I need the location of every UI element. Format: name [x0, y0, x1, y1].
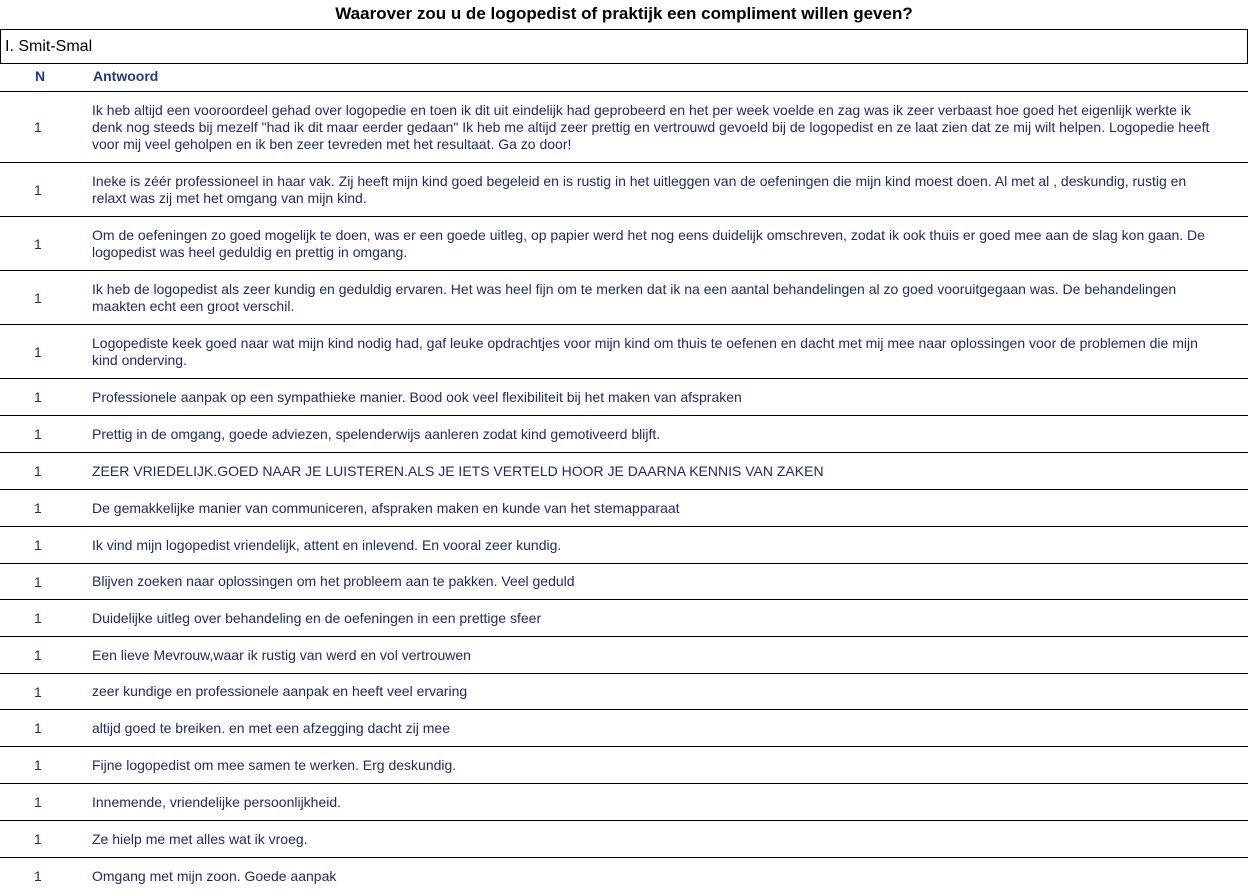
- table-row: [0, 710, 1248, 747]
- table-row: [0, 674, 1248, 710]
- table-row: [0, 821, 1248, 858]
- row-answer: Ik heb altijd een vooroordeel gehad over logopedie en toen ik dit uit eindelijk had geprobeerd en het per week voelde en zag was ik zeer verbaast hoe goed het eigenlijk werkte ik denk nog steeds bij mezelf "had ik dit maar eerder gedaan" Ik heb me altijd zeer prettig en vertrouwd gevoeld bij de logopedist en ze laat zien dat ze mij wilt helpen. Logopedie heeft voor mij veel geholpen en ik ben zeer tevreden met het resultaat. Ga zo door!: [92, 101, 1210, 152]
- row-count: 1: [34, 573, 42, 590]
- answers-table: [0, 64, 1248, 894]
- table-row: [0, 637, 1248, 674]
- row-count: 1: [34, 181, 42, 198]
- table-row: [0, 92, 1248, 163]
- practitioner-name: I. Smit-Smal: [5, 38, 93, 55]
- row-count: 1: [34, 389, 42, 405]
- row-answer: Omgang met mijn zoon. Goede aanpak: [92, 867, 337, 884]
- row-answer: Ineke is zéér professioneel in haar vak. Zij heeft mijn kind goed begeleid en is rustig in het uitleggen van de oefeningen die mijn kind moest doen. Al met al , deskundig, rustig en relaxt was zij met het omgang van mijn kind.: [92, 172, 1187, 206]
- table-row: [0, 217, 1248, 271]
- practitioner-header: [0, 29, 1248, 64]
- row-count: 1: [34, 537, 42, 553]
- row-answer: Een lieve Mevrouw,waar ik rustig van werd en vol vertrouwen: [92, 646, 471, 663]
- row-answer: Prettig in de omgang, goede adviezen, spelenderwijs aanleren zodat kind gemotiveerd blijft.: [92, 425, 661, 442]
- column-header-answer: Antwoord: [93, 68, 159, 84]
- row-count: 1: [34, 343, 42, 360]
- row-answer: Ik vind mijn logopedist vriendelijk, attent en inlevend. En vooral zeer kundig.: [92, 536, 562, 553]
- row-count: 1: [34, 868, 42, 884]
- row-answer: Professionele aanpak op een sympathieke manier. Bood ook veel flexibiliteit bij het maken van afspraken: [92, 388, 742, 405]
- row-count: 1: [34, 235, 42, 252]
- table-row: [0, 564, 1248, 600]
- table-row: [0, 527, 1248, 564]
- table-row: [0, 453, 1248, 490]
- row-answer: Ik heb de logopedist als zeer kundig en geduldig ervaren. Het was heel fijn om te merken dat ik na een aantal behandelingen al zo goed vooruitgegaan was. De behandelingen maakten echt een groot verschil.: [92, 280, 1177, 314]
- row-answer: Innemende, vriendelijke persoonlijkheid.: [92, 793, 342, 810]
- table-header: [0, 64, 1248, 92]
- row-count: 1: [34, 289, 42, 306]
- row-answer: altijd goed te breiken. en met een afzegging dacht zij mee: [92, 719, 451, 736]
- table-row: [0, 490, 1248, 527]
- row-count: 1: [34, 720, 42, 736]
- table-row: [0, 325, 1248, 379]
- row-answer: Fijne logopedist om mee samen te werken. Erg deskundig.: [92, 756, 457, 773]
- page-title: Waarover zou u de logopedist of praktijk een compliment willen geven?: [335, 4, 913, 23]
- table-row: [0, 600, 1248, 637]
- table-row: [0, 271, 1248, 325]
- column-header-n: N: [35, 68, 46, 84]
- row-count: 1: [34, 500, 42, 516]
- row-answer: Logopediste keek goed naar wat mijn kind nodig had, gaf leuke opdrachtjes voor mijn kind om thuis te oefenen en dacht met mij mee naar oplossingen voor de problemen die mijn kind onderving.: [92, 334, 1198, 368]
- row-count: 1: [34, 610, 42, 626]
- table-row: [0, 784, 1248, 821]
- table-row: [0, 379, 1248, 416]
- row-answer: Ze hielp me met alles wat ik vroeg.: [92, 830, 308, 847]
- row-count: 1: [34, 426, 42, 442]
- row-count: 1: [34, 831, 42, 847]
- row-answer: Blijven zoeken naar oplossingen om het probleem aan te pakken. Veel geduld: [92, 573, 575, 589]
- row-answer: ZEER VRIEDELIJK.GOED NAAR JE LUISTEREN.ALS JE IETS VERTELD HOOR JE DAARNA KENNIS VAN ZAKEN: [92, 462, 824, 479]
- row-count: 1: [34, 757, 42, 773]
- table-row: [0, 747, 1248, 784]
- row-answer: Om de oefeningen zo goed mogelijk te doen, was er een goede uitleg, op papier werd het nog eens duidelijk omschreven, zodat ik ook thuis er goed mee aan de slag kon gaan. De logopedist was heel geduldig en prettig in omgang.: [92, 226, 1205, 260]
- row-answer: Duidelijke uitleg over behandeling en de oefeningen in een prettige sfeer: [92, 609, 542, 626]
- table-row: [0, 416, 1248, 453]
- row-answer: zeer kundige en professionele aanpak en heeft veel ervaring: [92, 683, 468, 699]
- row-count: 1: [34, 794, 42, 810]
- row-answer: De gemakkelijke manier van communiceren, afspraken maken en kunde van het stemapparaat: [92, 499, 680, 516]
- row-count: 1: [34, 683, 42, 700]
- row-count: 1: [34, 119, 42, 135]
- table-row: [0, 163, 1248, 217]
- row-count: 1: [34, 647, 42, 663]
- row-count: 1: [34, 463, 42, 479]
